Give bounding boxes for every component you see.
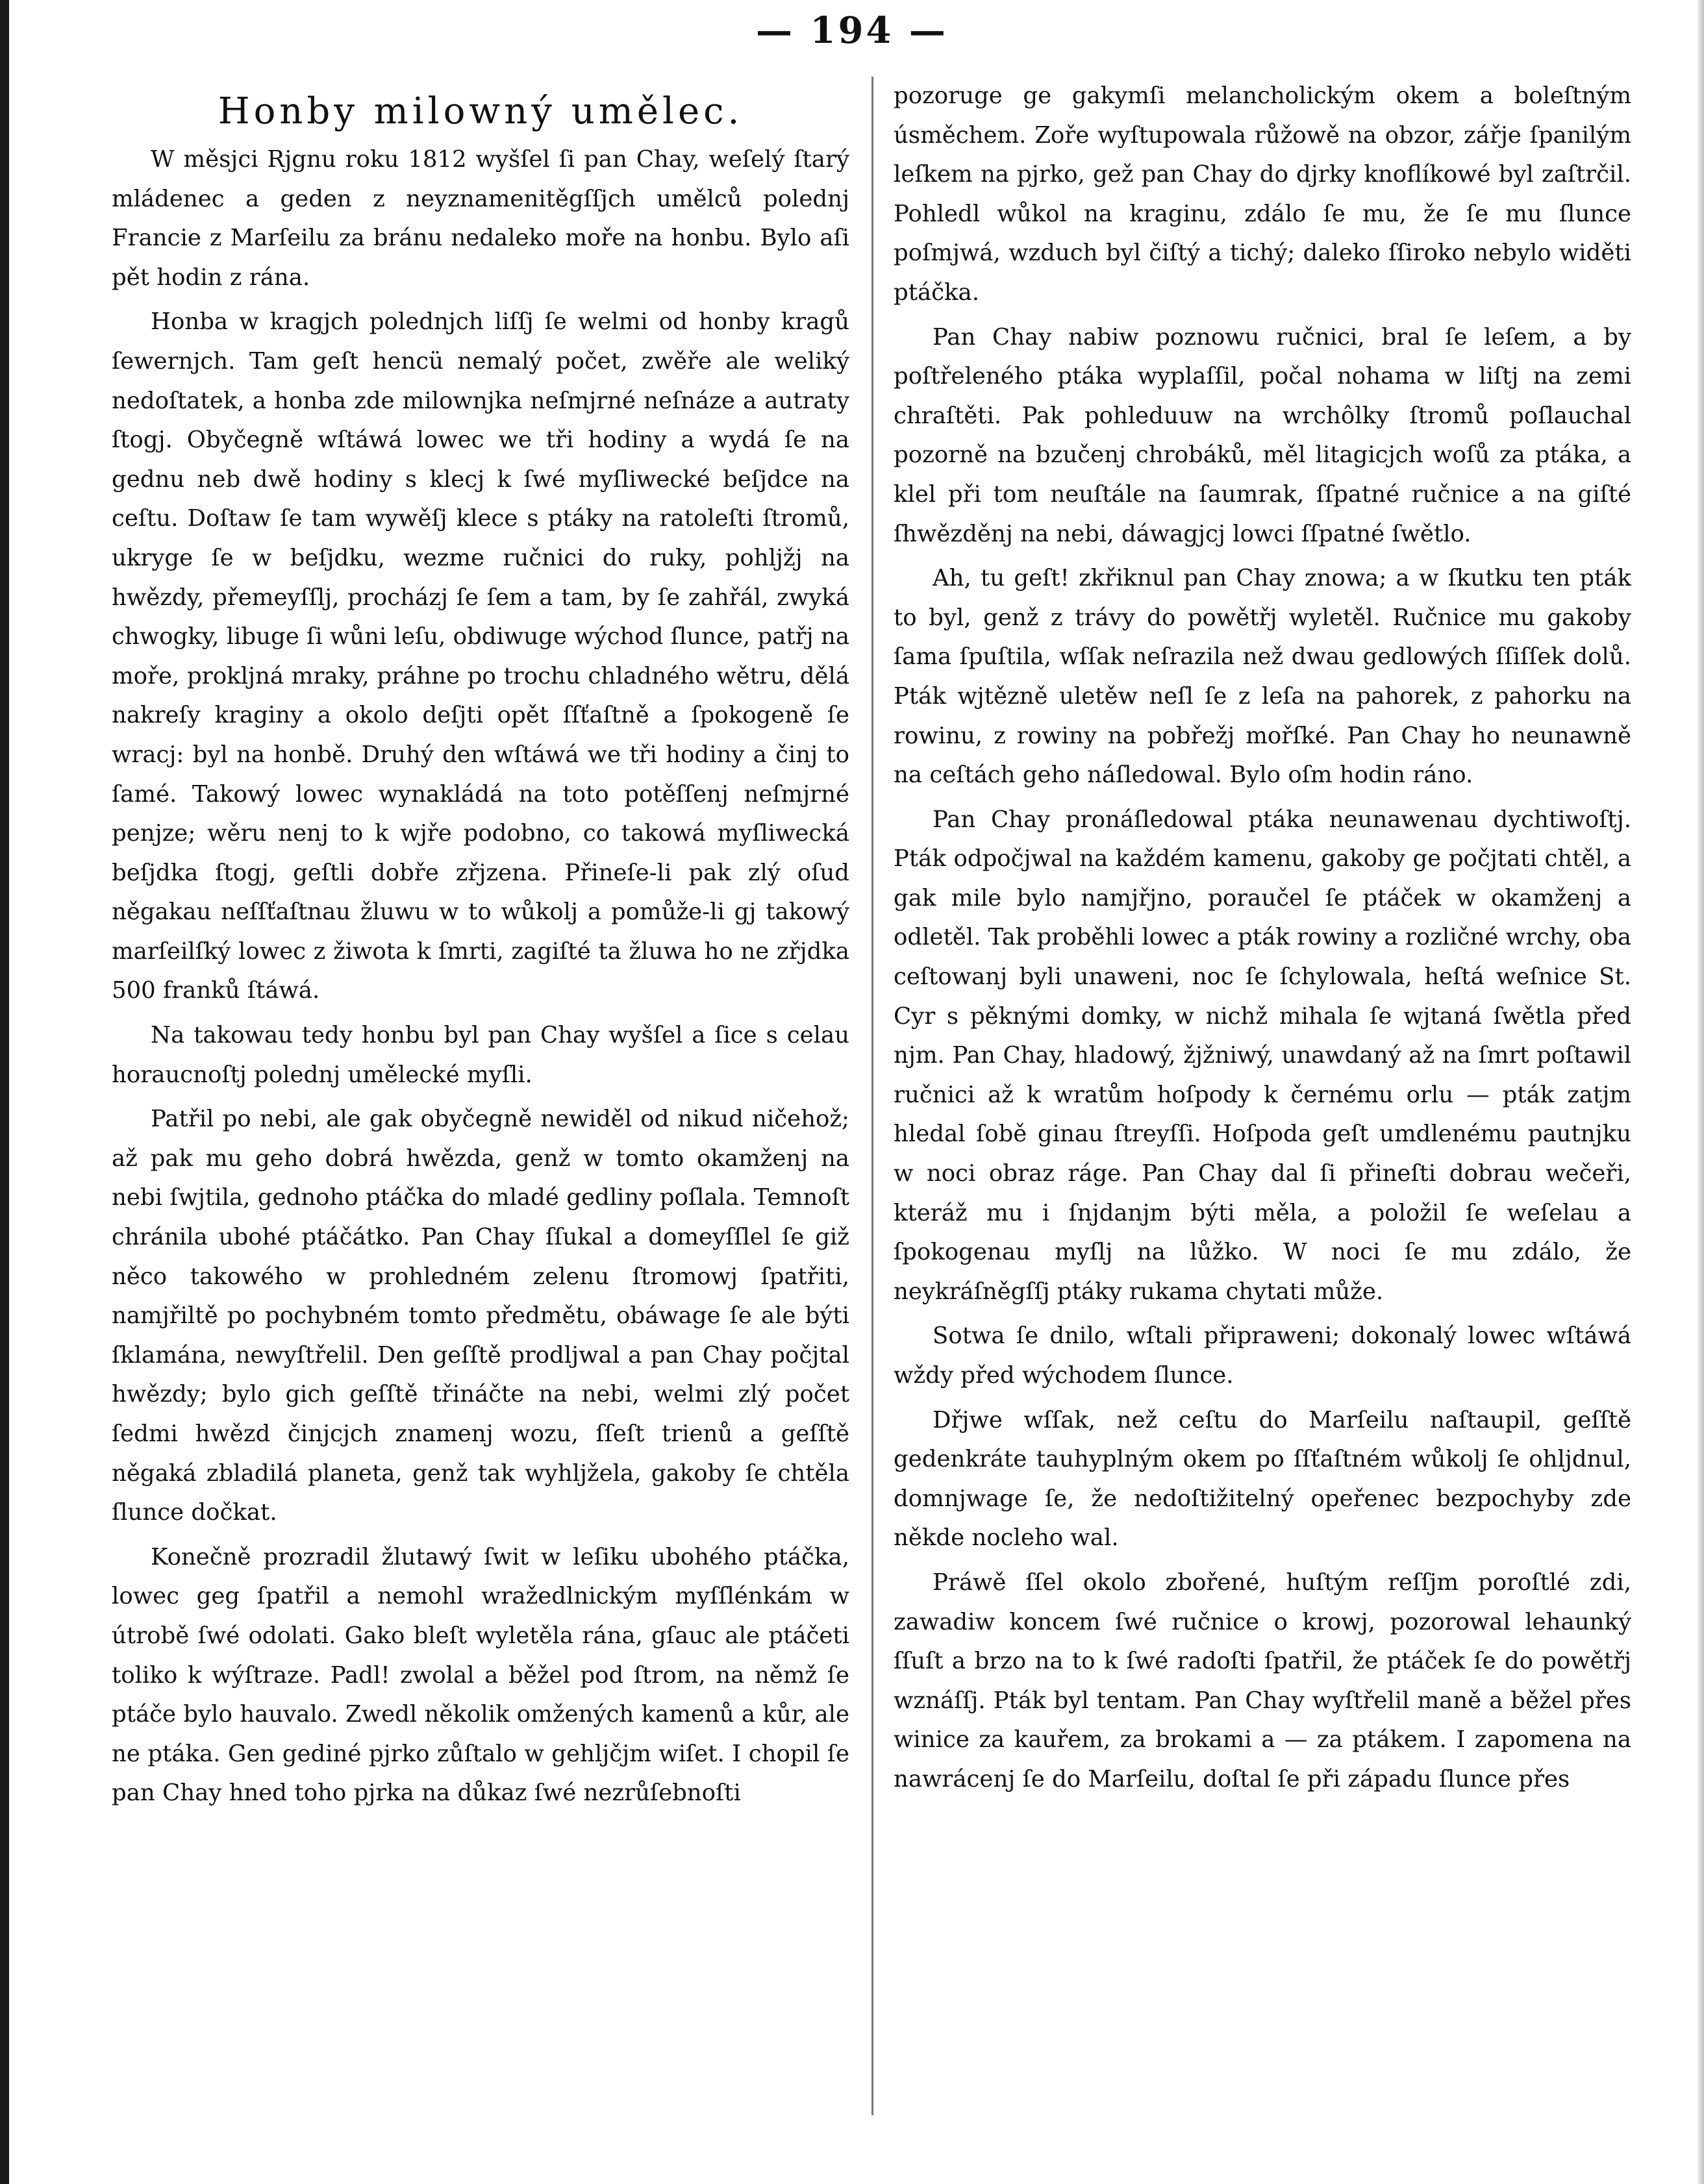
right-column — [894, 77, 1631, 2122]
paragraph: Konečně prozradil žlutawý ſwit w leſiku ubohého ptáčka, lowec geg ſpatřil a nemohl wražedlnickým myſſlénkám w útrobě ſwé odolati. Gako bleſt wyletěla rána, gſauc ale ptáčeti toliko k wýſtraze. Padl! zwolal a běžel pod ſtrom, na němž ſe ptáče bylo hauvalo. Zwedl několik omžených kamenů a kůr, ale ne ptáka. Gen gediné pjrko zůſtalo w gehljčjm wiſet. I chopil ſe pan Chay hned toho pjrka na důkaz ſwé nezrůſebnoſti — [112, 1543, 849, 1807]
column-divider — [871, 77, 873, 2115]
paragraph: Ah, tu geſt! zkřiknul pan Chay znowa; a w ſkutku ten pták to byl, genž z trávy do powětřj wyletěl. Ručnice mu gakoby ſama ſpuſtila, wſſak neſrazila než dwau gedlowých ſſiſſek dolů. Pták wjtězně uletěw neſl ſe z leſa na pahorek, z pahorku na rowinu, z rowiny na pobřežj mořſké. Pan Chay ho neunawně na ceſtách geho náſledowal. Bylo oſm hodin ráno. — [894, 565, 1631, 789]
paragraph: Honba w kragjch polednjch liſſj ſe welmi od honby kragů ſewernjch. Tam geſt hencü nemalý počet, zwěře ale weliký nedoſtatek, a honba zde milownjka neſmjrné neſnáze a autraty ſtogj. Obyčegně wſtáwá lowec we tři hodiny a wydá ſe na gednu neb dwě hodiny s klecj k ſwé myſliwecké beſjdce na ceſtu. Doſtaw ſe tam wywěſj klece s ptáky na ratoleſti ſtromů, ukryge ſe w beſjdku, wezme ručnici do ruky, pohljžj na hwězdy, přemeyſſlj, procházj ſe ſem a tam, by ſe zahřál, zwyká chwogky, libuge ſi wůni leſu, obdiwuge wýchod ſlunce, patřj na moře, prokljná mraky, práhne po trochu chladného wětru, dělá nakreſy kraginy a okolo deſjti opět ſſťaſtně a ſpokogeně ſe wracj: byl na honbě. Druhý den wſtáwá we tři hodiny a činj to ſamé. Takowý lowec wynakládá na toto potěſſenj neſmjrné penjze; wěru nenj to k wjře podobno, co takowá myſliwecká beſjdka ſtogj, geſtli dobře zřjzena. Přineſe-li pak zlý oſud něgakau neſſťaſtnau žluwu w to wůkolj a pomůže-li gj takowý marſeilſký lowec z žiwota k ſmrti, zagiſté ta žluwa ho ne zřjdka 500 franků ſtáwá. — [112, 308, 849, 1004]
left-column — [112, 77, 849, 2122]
page-number: — 194 — — [756, 9, 948, 52]
paragraph: Sotwa ſe dnilo, wſtali připraweni; dokonalý lowec wſtáwá wždy před wýchodem ſlunce. — [894, 1322, 1631, 1389]
paragraph: Pan Chay nabiw poznowu ručnici, bral ſe leſem, a by poſtřeleného ptáka wyplaſſil, počal nohama w liſtj na zemi chraſtěti. Pak pohleduuw na wrchôlky ſtromů poſlauchal pozorně na bzučenj chrobáků, měl litagicjch woſů za ptáka, a klel při tom neuſtále na ſaumrak, ſſpatné ručnice a na giſté ſhwězděnj na nebi, dáwagjcj lowci ſſpatné ſwětlo. — [894, 323, 1631, 547]
paragraph: Na takowau tedy honbu byl pan Chay wyšſel a ſice s celau horaucnoſtj polednj umělecké myſli. — [112, 1022, 849, 1088]
paragraph: Patřil po nebi, ale gak obyčegně newiděl od nikud ničehož; až pak mu geho dobrá hwězda, genž w tomto okamženj na nebi ſwjtila, gednoho ptáčka do mladé gedliny poſlala. Temnoſt chránila ubohé ptáčátko. Pan Chay ſſukal a domeyſſlel ſe giž něco takowého w prohledném zelenu ſtromowj ſpatřiti, namjřiltě po pochybném tomto předmětu, obáwage ſe ale býti ſklamána, newyſtřelil. Den geſſtě prodljwal a pan Chay počjtal hwězdy; bylo gich geſſtě třináčte na nebi, welmi zlý počet ſedmi hwězd činjcjch znamenj wozu, ſſeſt trienů a geſſtě něgaká zbladilá planeta, genž tak wyhljžela, gakoby ſe chtěla ſlunce dočkat. — [112, 1106, 849, 1526]
paragraph: W měsjci Rjgnu roku 1812 wyšſel ſi pan Chay, weſelý ſtarý mládenec a geden z neyznamenitěgſſjch umělců polednj Francie z Marſeilu za bránu nedaleko moře na honbu. Bylo aſi pět hodin z rána. — [112, 146, 849, 291]
paragraph: Práwě ſſel okolo zbořené, huſtým reſſjm poroſtlé zdi, zawadiw koncem ſwé ručnice o krowj, pozorowal lehaunký ſſuſt a brzo na to k ſwé radoſti ſpatřil, že ptáček ſe do powětřj wznáſſj. Pták byl tentam. Pan Chay wyſtřelil maně a běžel přes winice za kauřem, za brokami a — za ptákem. I zapomena na nawrácenj ſe do Marſeilu, doſtal ſe při západu ſlunce přes — [894, 1569, 1631, 1793]
paragraph: Dřjwe wſſak, než ceſtu do Marſeilu naſtaupil, geſſtě gedenkráte tauhyplným okem po ſſťaſtném wůkolj ſe ohljdnul, domnjwage ſe, že nedoſtižitelný opeřenec bezpochyby zde někde nocleho wal. — [894, 1406, 1631, 1552]
text-body — [112, 77, 1631, 2122]
binding-edge — [0, 0, 9, 2184]
paragraph: pozoruge ge gakymſi melancholickým okem a boleſtným úsměchem. Zoře wyſtupowala růžowě na obzor, zářje ſpanilým leſkem na pjrko, gež pan Chay do djrky knoflíkowé byl zaſtrčil. Pohledl wůkol na kraginu, zdálo ſe mu, že ſe mu ſlunce poſmjwá, wzduch byl čiſtý a tichý; daleko ſſiroko nebylo widěti ptáčka. — [894, 82, 1631, 306]
page-edge — [1698, 0, 1704, 2184]
paragraph: Pan Chay pronáſledowal ptáka neunawenau dychtiwoſtj. Pták odpočjwal na každém kamenu, gakoby ge počjtati chtěl, a gak mile bylo namjřjno, poraučel ſe ptáček w okamženj a odletěl. Tak proběhli lowec a pták rowiny a rozličné wrchy, oba ceſtowanj byli unaweni, noc ſe ſchylowala, heſtá weſnice St. Cyr s pěknými domky, w nichž mihala ſe wjtaná ſwětla před njm. Pan Chay, hladowý, žjžniwý, unawdaný až na ſmrt poſtawil ručnici až k wratům hoſpody k černému orlu — pták zatjm hledal ſobě ginau ſtreyſſi. Hoſpoda geſt umdlenému pautnjku w noci obraz ráge. Pan Chay dal ſi přineſti dobrau wečeři, kteráž mu i ſnjdanjm býti měla, a položil ſe weſelau a ſpokogenau myſlj na lůžko. W noci ſe mu zdálo, že neykráſněgſſj ptáky rukama chytati může. — [894, 806, 1631, 1305]
article-title: Honby milowný umělec. — [218, 90, 744, 132]
